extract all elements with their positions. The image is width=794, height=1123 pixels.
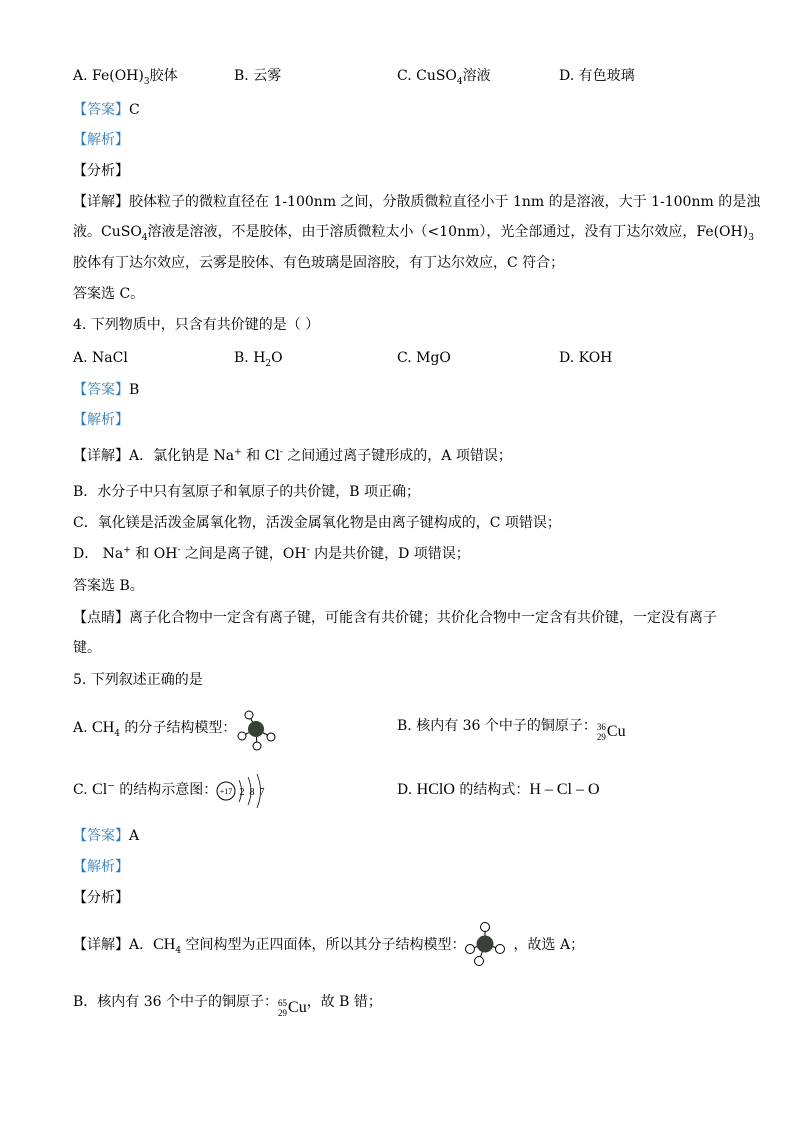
cl-shell-1: 2 <box>239 787 245 798</box>
q4-remark-line-1: 【点睛】离子化合物中一定含有离子键，可能含有共价键；共价化合物中一定含有共价键，一定没有离子 <box>73 610 717 626</box>
q4-question: 4. 下列物质中，只含有共价键的是（ ） <box>73 317 320 333</box>
q3-detail-line-3: 胶体有丁达尔效应，云雾是胶体、有色玻璃是固溶胶，有丁达尔效应，C 符合； <box>73 255 565 271</box>
q5-detail-a: 【详解】A．$CH_4$ 空间构型为正四面体，所以其分子结构模型： ，故选 A； <box>73 936 585 956</box>
q4-conclusion: 答案选 B。 <box>73 578 144 594</box>
q3-option-b: B. 云雾 <box>234 68 282 84</box>
cu-65-nuclide: 65 29 Cu <box>278 998 307 1018</box>
q3-conclusion: 答案选 C。 <box>73 286 145 302</box>
q3-option-c: C. CuSO$_4$溶液 <box>397 68 491 87</box>
cl-shell-2: 8 <box>249 787 255 798</box>
q3-detail-line-1: 【详解】胶体粒子的微粒直径在 1-100nm 之间，分散质微粒直径小于 1nm 的是溶液，大于 1-100nm 的是浊 <box>73 194 761 210</box>
q4-detail-d: D． Na+ 和 OH- 之间是离子键，OH- 内是共价键，D 项错误； <box>73 545 470 562</box>
q5-option-c: C. Cl− 的结构示意图： <box>73 781 218 798</box>
q5-answer: 【答案】A <box>73 828 140 844</box>
q4-answer: 【答案】B <box>73 382 140 398</box>
q3-option-a: A. $Fe(OH)_3$胶体 <box>73 68 178 87</box>
ch4-model-detail-icon <box>462 920 508 968</box>
q4-detail-a: 【详解】A．氯化钠是 Na+ 和 Cl- 之间通过离子键形成的，A 项错误； <box>73 447 512 464</box>
q5-detail-b: B．核内有 36 个中子的铜原子： 65 29 Cu ，故 B 错； <box>73 994 382 1018</box>
q3-detail-line-2: 液。CuSO$_4$溶液是溶液，不是胶体，由于溶质微粒太小（<10nm），光全部通过，没有丁达尔效应，$Fe(OH)_3$ <box>73 224 754 243</box>
q3-option-d: D. 有色玻璃 <box>559 68 635 84</box>
q4-option-d: D. KOH <box>559 350 613 366</box>
cu-36-nuclide: 36 29 Cu <box>596 722 626 742</box>
q4-option-c: C. MgO <box>397 350 451 366</box>
q4-option-a: A. NaCl <box>73 350 128 366</box>
q3-analysis-tag: 【解析】 <box>73 132 129 148</box>
cl-nucleus-label: +17 <box>219 787 233 796</box>
q5-fenxi-tag: 【分析】 <box>73 890 129 906</box>
q4-option-b: B. $H_2O$ <box>234 350 283 369</box>
cl-shell-3: 7 <box>259 787 265 798</box>
ch4-model-option-icon <box>234 706 280 752</box>
q4-analysis-tag: 【解析】 <box>73 412 129 428</box>
q5-question: 5. 下列叙述正确的是 <box>73 672 203 688</box>
q5-option-a: A. $CH_4$ 的分子结构模型： <box>73 719 237 739</box>
q3-fenxi-tag: 【分析】 <box>73 163 129 179</box>
q3-answer: 【答案】C <box>73 102 140 118</box>
q4-detail-b: B．水分子中只有氢原子和氧原子的共价键，B 项正确； <box>73 484 421 500</box>
q5-analysis-tag: 【解析】 <box>73 859 129 875</box>
q4-remark-line-2: 键。 <box>73 640 101 656</box>
q5-option-d: D. HClO 的结构式：H – Cl – O <box>397 781 600 798</box>
q4-detail-c: C．氧化镁是活泼金属氧化物，活泼金属氧化物是由离子键构成的，C 项错误； <box>73 515 561 531</box>
cl-ion-structure-icon <box>214 770 270 810</box>
q5-option-b: B. 核内有 36 个中子的铜原子： 36 29 Cu <box>397 718 626 742</box>
